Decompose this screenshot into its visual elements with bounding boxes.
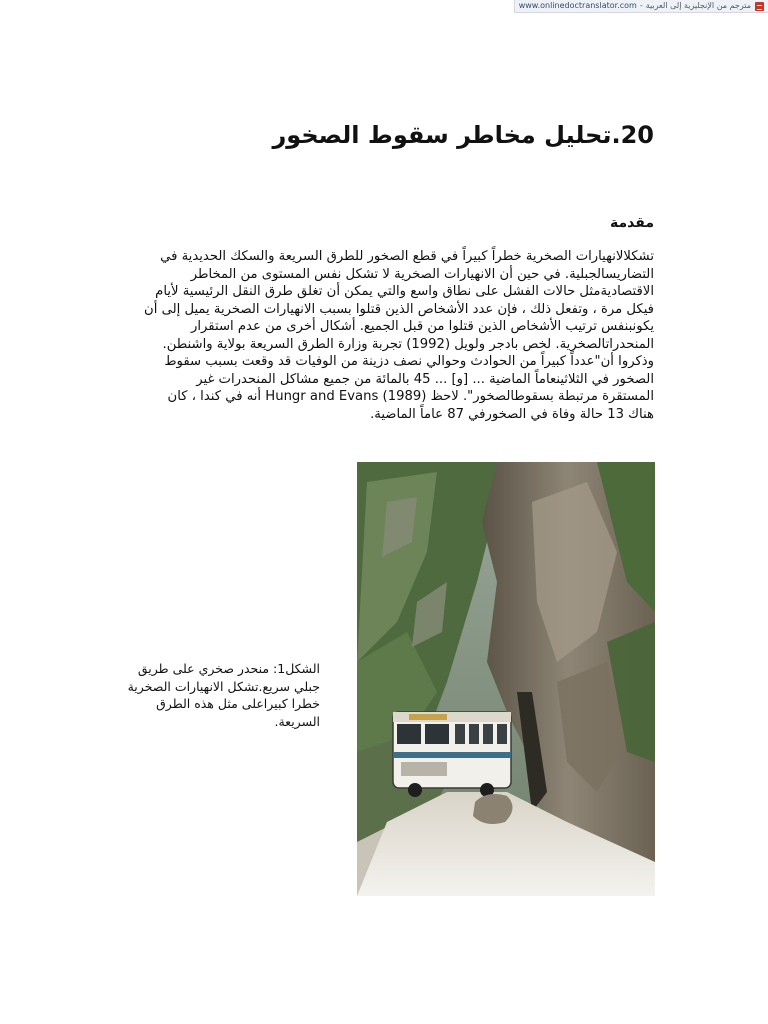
- figure-caption: الشكل1: منحدر صخري على طريق جبلي سريع.تشكل الانهيارات الصخرية خطرا كبيراعلى مثل هذه الطرق السريعة.: [127, 661, 320, 729]
- page-title: 20.تحليل مخاطر سقوط الصخور: [272, 121, 654, 149]
- translator-banner[interactable]: [514, 0, 768, 13]
- intro-paragraph: تشكلالانهيارات الصخرية خطراً كبيراً في قطع الصخور للطرق السريعة والسكك الحديدية في التضاريسالجبلية. في حين أن الانهيارات الصخرية لا تشكل نفس المستوى من المخاطر الاقتصاديةمثل حالات الفشل على نطاق واسع والتي يمكن أن تغلق طرق النقل الرئيسية لأيام فيكل مرة ، وتفعل ذلك ، فإن عدد الأشخاص الذين قتلوا بسبب الانهيارات الصخرية يميل إلى أن يكونبنفس ترتيب الأشخاص الذين قتلوا من قبل الجميع. أشكال أخرى من عدم استقرار المنحدراتالصخرية. لخص بادجر ولويل (1992) تجربة وزارة الطرق السريعة بولاية واشنطن. وذكروا أن"عدداً كبيراً من الحوادث وحوالي نصف دزينة من الوفيات قد وقعت بسبب سقوط الصخور في الثلاثينعاماً الماضية ... [و] ... 45 بالمائة من جميع مشاكل المنحدرات غير المستقرة مرتبطة بسقوطالصخور". لاحظ Hungr and Evans (1989) أنه في كندا ، كان هناك 13 حالة وفاة في الصخورفي 87 عاماً الماضية.: [144, 249, 654, 422]
- section-heading: مقدمة: [610, 215, 654, 231]
- pdf-icon: [755, 2, 764, 11]
- translator-url-link[interactable]: www.onlinedoctranslator.com: [518, 1, 637, 10]
- figure-photo: [357, 462, 655, 896]
- translator-label: مترجم من الإنجليزية إلى العربية: [645, 1, 751, 10]
- banner-separator: -: [639, 1, 643, 10]
